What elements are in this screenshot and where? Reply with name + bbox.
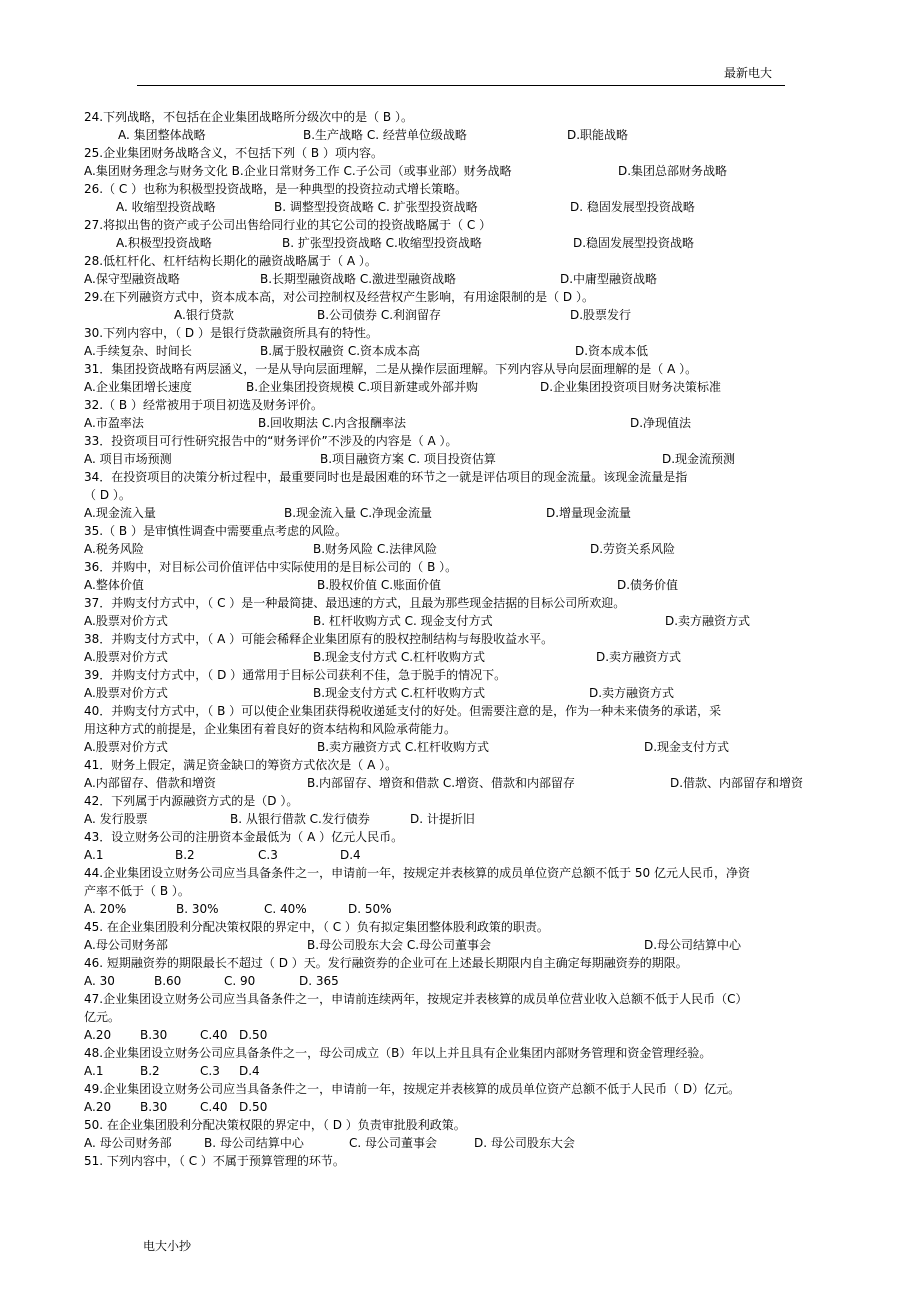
option-text: C.3 (200, 1064, 220, 1078)
option-text: A.企业集团增长速度 (84, 380, 192, 394)
text-line (84, 342, 854, 360)
question-text: 38．并购支付方式中，（ A ）可能会稀释企业集团原有的股权控制结构与每股收益水平。 (84, 632, 554, 646)
option-text: A. 30 (84, 974, 115, 988)
text-line (84, 702, 854, 720)
question-text: 34．在投资项目的决策分析过程中，最重要同时也是最困难的环节之一就是评估项目的现金流量。该现金流量是指 (84, 470, 688, 484)
text-line (84, 594, 854, 612)
option-text: C. 90 (224, 974, 256, 988)
text-line (84, 504, 854, 522)
option-text: B. 调整型投资战略 C. 扩张型投资战略 (274, 200, 478, 214)
question-text: 31．集团投资战略有两层涵义，一是从导向层面理解，二是从操作层面理解。下列内容从导向层面理解的是（ A ）。 (84, 362, 698, 376)
option-text: A.税务风险 (84, 542, 144, 556)
question-text: 25.企业集团财务战略含义，不包括下列（ B ）项内容。 (84, 146, 383, 160)
option-text: B. 杠杆收购方式 C. 现金支付方式 (313, 614, 493, 628)
question-text: 36．并购中，对目标公司价值评估中实际使用的是目标公司的（ B ）。 (84, 560, 458, 574)
text-line (84, 540, 854, 558)
option-text: B.企业集团投资规模 C.项目新建或外部并购 (246, 380, 479, 394)
text-line (84, 1134, 854, 1152)
option-text: A.市盈率法 (84, 416, 144, 430)
text-line (84, 1026, 854, 1044)
text-line (84, 414, 854, 432)
question-text: 41．财务上假定，满足资金缺口的筹资方式依次是（ A ）。 (84, 758, 398, 772)
option-text: D. 50% (348, 902, 392, 916)
text-line (84, 432, 854, 450)
question-text: 产率不低于（ B ）。 (84, 884, 190, 898)
text-line (84, 576, 854, 594)
question-text: 49.企业集团设立财务公司应当具备条件之一，申请前一年，按规定并表核算的成员单位资产总额不低于人民币（ D）亿元。 (84, 1082, 741, 1096)
text-line (84, 954, 854, 972)
text-line (84, 1044, 854, 1062)
option-text: D.卖方融资方式 (589, 686, 675, 700)
text-line (84, 468, 854, 486)
option-text: A.积极型投资战略 (116, 236, 212, 250)
option-text: B.内部留存、增资和借款 C.增资、借款和内部留存 (307, 776, 576, 790)
option-text: C.40 (200, 1028, 228, 1042)
option-text: B.2 (140, 1064, 160, 1078)
page-footer: 电大小抄 (143, 1239, 192, 1253)
text-line (84, 306, 854, 324)
question-text: 32.（ B ）经常被用于项目初选及财务评价。 (84, 398, 323, 412)
text-line (84, 792, 854, 810)
text-line (84, 324, 854, 342)
text-line (84, 774, 854, 792)
text-line (84, 720, 854, 738)
text-line (84, 684, 854, 702)
option-text: B. 母公司结算中心 (204, 1136, 304, 1150)
option-text: A.股票对价方式 (84, 650, 168, 664)
text-line (84, 1080, 854, 1098)
option-text: A.1 (84, 848, 104, 862)
question-text: 24.下列战略，不包括在企业集团战略所分级次中的是（ B ）。 (84, 110, 413, 124)
text-line (84, 378, 854, 396)
page-header: 最新电大 (724, 66, 773, 80)
text-line (84, 756, 854, 774)
option-text: D.50 (239, 1100, 268, 1114)
option-text: B.属于股权融资 C.资本成本高 (260, 344, 421, 358)
option-text: B. 30% (176, 902, 219, 916)
option-text: A. 集团整体战略 (118, 128, 206, 142)
option-text: B.财务风险 C.法律风险 (313, 542, 438, 556)
question-text: 28.低杠杆化、杠杆结构长期化的融资战略属于（ A ）。 (84, 254, 377, 268)
text-line (84, 360, 854, 378)
text-line (84, 990, 854, 1008)
text-line (84, 1008, 854, 1026)
option-text: C.40 (200, 1100, 228, 1114)
question-text: 40．并购支付方式中，（ B ）可以使企业集团获得税收递延支付的好处。但需要注意的是，作为一种未来债务的承诺，采 (84, 704, 722, 718)
question-text: 46. 短期融资券的期限最长不超过（ D ）天。发行融资券的企业可在上述最长期限内自主确定每期融资券的期限。 (84, 956, 688, 970)
option-text: D.企业集团投资项目财务决策标准 (540, 380, 722, 394)
option-text: B.项目融资方案 C. 项目投资估算 (320, 452, 496, 466)
option-text: D.集团总部财务战略 (618, 164, 728, 178)
option-text: C. 40% (264, 902, 307, 916)
option-text: B. 从银行借款 C.发行债券 (230, 812, 370, 826)
text-line (84, 882, 854, 900)
option-text: A.1 (84, 1064, 104, 1078)
option-text: B.现金流入量 C.净现金流量 (284, 506, 433, 520)
option-text: A.内部留存、借款和增资 (84, 776, 216, 790)
text-line (84, 864, 854, 882)
question-text: 50. 在企业集团股利分配决策权限的界定中，（ D ）负责审批股利政策。 (84, 1118, 466, 1132)
option-text: B.30 (140, 1100, 168, 1114)
text-line (84, 612, 854, 630)
option-text: A. 收缩型投资战略 (116, 200, 216, 214)
option-text: A.股票对价方式 (84, 740, 168, 754)
question-text: 37．并购支付方式中，（ C ）是一种最简捷、最迅速的方式，且最为那些现金拮据的目标公司所欢迎。 (84, 596, 626, 610)
text-line (84, 1062, 854, 1080)
question-text: 43．设立财务公司的注册资本金最低为（ A ）亿元人民币。 (84, 830, 404, 844)
question-text: 亿元。 (84, 1010, 121, 1024)
option-text: B.2 (175, 848, 195, 862)
option-text: A.现金流入量 (84, 506, 156, 520)
option-text: B.股权价值 C.账面价值 (317, 578, 442, 592)
option-text: D. 计提折旧 (410, 812, 475, 826)
text-line (84, 234, 854, 252)
option-text: D.现金流预测 (662, 452, 736, 466)
text-line (84, 522, 854, 540)
text-line (84, 126, 854, 144)
question-text: 27.将拟出售的资产或子公司出售给同行业的其它公司的投资战略属于（ C ） (84, 218, 492, 232)
question-text: 39．并购支付方式中，（ D ）通常用于目标公司获利不佳，急于脱手的情况下。 (84, 668, 507, 682)
question-text: 33．投资项目可行性研究报告中的“财务评价”不涉及的内容是（ A ）。 (84, 434, 458, 448)
option-text: B. 扩张型投资战略 C.收缩型投资战略 (282, 236, 482, 250)
text-line (84, 180, 854, 198)
option-text: B.现金支付方式 C.杠杆收购方式 (313, 686, 486, 700)
option-text: D.借款、内部留存和增资 (670, 776, 804, 790)
text-line (84, 144, 854, 162)
question-text: 用这种方式的前提是，企业集团有着良好的资本结构和风险承荷能力。 (84, 722, 457, 736)
question-text: 29.在下列融资方式中，资本成本高，对公司控制权及经营权产生影响，有用途限制的是（ D ）。 (84, 290, 594, 304)
option-text: B.长期型融资战略 C.激进型融资战略 (260, 272, 457, 286)
option-text: A.集团财务理念与财务文化 B.企业日常财务工作 C.子公司（或事业部）财务战略 (84, 164, 512, 178)
question-list (84, 108, 854, 1170)
option-text: B.生产战略 C. 经营单位级战略 (303, 128, 467, 142)
option-text: A. 20% (84, 902, 127, 916)
text-line (84, 216, 854, 234)
header-rule (137, 85, 785, 86)
option-text: A.银行贷款 (174, 308, 234, 322)
option-text: D.股票发行 (570, 308, 632, 322)
text-line (84, 486, 854, 504)
question-text: 44.企业集团设立财务公司应当具备条件之一，申请前一年，按规定并表核算的成员单位资产总额不低于 50 亿元人民币，净资 (84, 866, 750, 880)
option-text: A.股票对价方式 (84, 686, 168, 700)
option-text: D.职能战略 (567, 128, 629, 142)
option-text: D.4 (239, 1064, 260, 1078)
option-text: D. 母公司股东大会 (474, 1136, 575, 1150)
option-text: B.60 (154, 974, 182, 988)
option-text: D.中庸型融资战略 (560, 272, 658, 286)
text-line (84, 828, 854, 846)
question-text: （ D ）。 (84, 488, 131, 502)
option-text: D.资本成本低 (575, 344, 649, 358)
text-line (84, 936, 854, 954)
text-line (84, 846, 854, 864)
text-line (84, 270, 854, 288)
option-text: B.母公司股东大会 C.母公司董事会 (307, 938, 492, 952)
text-line (84, 1116, 854, 1134)
option-text: D.增量现金流量 (546, 506, 632, 520)
option-text: A.母公司财务部 (84, 938, 168, 952)
option-text: A. 母公司财务部 (84, 1136, 172, 1150)
text-line (84, 738, 854, 756)
option-text: D.债务价值 (617, 578, 679, 592)
option-text: D.母公司结算中心 (644, 938, 742, 952)
text-line (84, 198, 854, 216)
text-line (84, 108, 854, 126)
text-line (84, 252, 854, 270)
option-text: D. 稳固发展型投资战略 (570, 200, 695, 214)
option-text: D.4 (340, 848, 361, 862)
text-line (84, 972, 854, 990)
question-text: 26.（ C ）也称为积极型投资战略，是一种典型的投资拉动式增长策略。 (84, 182, 468, 196)
option-text: A.保守型融资战略 (84, 272, 180, 286)
text-line (84, 810, 854, 828)
question-text: 45. 在企业集团股利分配决策权限的界定中，（ C ）负有拟定集团整体股利政策的职责。 (84, 920, 549, 934)
text-line (84, 162, 854, 180)
option-text: B.公司债券 C.利润留存 (317, 308, 442, 322)
option-text: D.卖方融资方式 (665, 614, 751, 628)
text-line (84, 900, 854, 918)
text-line (84, 666, 854, 684)
question-text: 48.企业集团设立财务公司应具备条件之一，母公司成立（B）年以上并且具有企业集团内部财务管理和资金管理经验。 (84, 1046, 712, 1060)
question-text: 47.企业集团设立财务公司应当具备条件之一，申请前连续两年，按规定并表核算的成员单位营业收入总额不低于人民币（C） (84, 992, 748, 1006)
text-line (84, 396, 854, 414)
option-text: C. 母公司董事会 (349, 1136, 438, 1150)
option-text: B.现金支付方式 C.杠杆收购方式 (313, 650, 486, 664)
option-text: A.20 (84, 1100, 112, 1114)
option-text: A.手续复杂、时间长 (84, 344, 192, 358)
text-line (84, 648, 854, 666)
option-text: D.卖方融资方式 (596, 650, 682, 664)
option-text: A. 项目市场预测 (84, 452, 172, 466)
text-line (84, 288, 854, 306)
option-text: A.整体价值 (84, 578, 144, 592)
option-text: B.30 (140, 1028, 168, 1042)
text-line (84, 450, 854, 468)
option-text: A.20 (84, 1028, 112, 1042)
option-text: B.回收期法 C.内含报酬率法 (258, 416, 407, 430)
question-text: 30.下列内容中，（ D ）是银行贷款融资所具有的特性。 (84, 326, 378, 340)
text-line (84, 630, 854, 648)
option-text: D.稳固发展型投资战略 (573, 236, 695, 250)
option-text: D.劳资关系风险 (590, 542, 676, 556)
text-line (84, 1152, 854, 1170)
option-text: D.50 (239, 1028, 268, 1042)
text-line (84, 1098, 854, 1116)
option-text: D.现金支付方式 (644, 740, 730, 754)
option-text: D.净现值法 (630, 416, 692, 430)
option-text: C.3 (258, 848, 278, 862)
question-text: 42．下列属于内源融资方式的是（D ）。 (84, 794, 299, 808)
question-text: 51. 下列内容中，（ C ）不属于预算管理的环节。 (84, 1154, 345, 1168)
option-text: A. 发行股票 (84, 812, 148, 826)
option-text: D. 365 (299, 974, 339, 988)
option-text: A.股票对价方式 (84, 614, 168, 628)
text-line (84, 558, 854, 576)
text-line (84, 918, 854, 936)
question-text: 35.（ B ）是审慎性调查中需要重点考虑的风险。 (84, 524, 347, 538)
option-text: B.卖方融资方式 C.杠杆收购方式 (317, 740, 490, 754)
